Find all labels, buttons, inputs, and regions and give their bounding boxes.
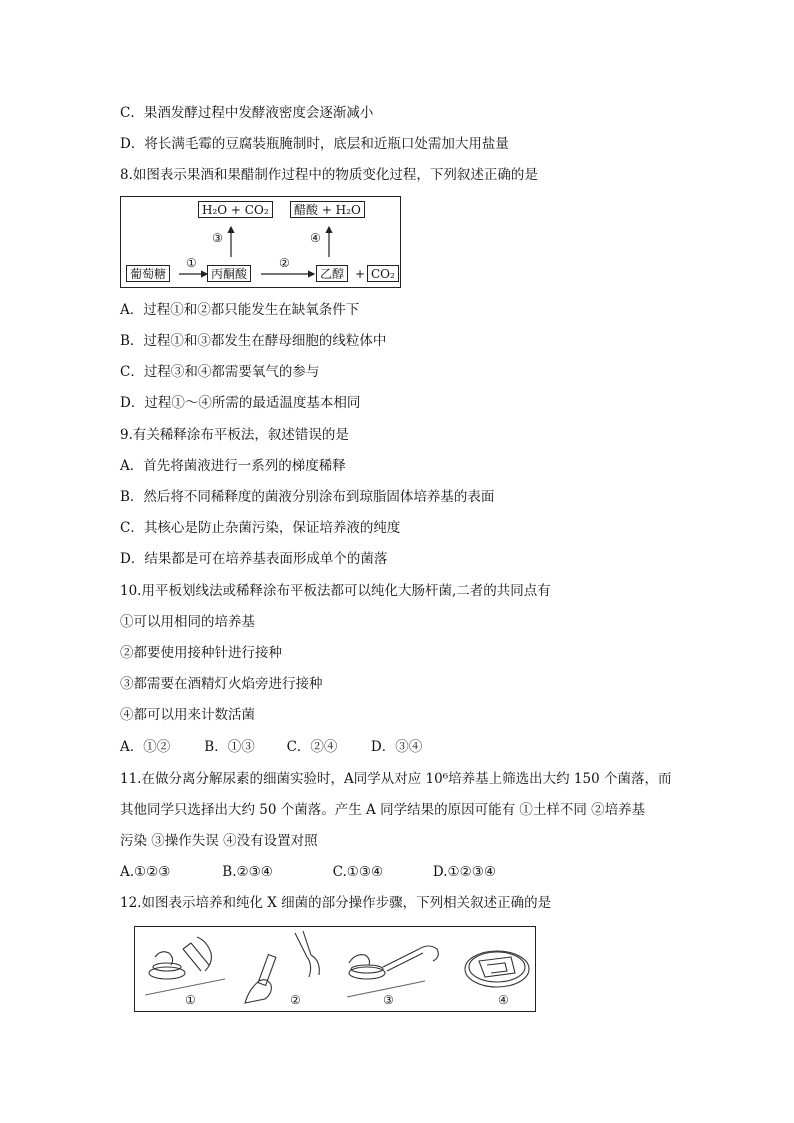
node-co2: CO₂ [367, 265, 399, 282]
q9-option-c: C．其核心是防止杂菌污染，保证培养液的纯度 [120, 520, 401, 536]
q8-option-d: D．过程①～④所需的最适温度基本相同 [120, 395, 361, 411]
q12-label-4: ④ [498, 993, 509, 1007]
label-step2: ② [279, 256, 290, 270]
q9-stem: 9.有关稀释涂布平板法，叙述错误的是 [120, 427, 349, 443]
q10-option-d: D．③④ [370, 739, 423, 755]
q8-stem: 8.如图表示果酒和果醋制作过程中的物质变化过程，下列叙述正确的是 [120, 167, 538, 183]
q11-stem-line-3: 污染 ③操作失误 ④没有设置对照 [120, 833, 318, 849]
q12-figure [134, 926, 536, 1012]
q8-diagram [120, 196, 401, 288]
q8-option-c: C．过程③和④都需要氧气的参与 [120, 364, 320, 380]
node-pyruvate: 丙酮酸 [207, 265, 251, 282]
node-glucose: 葡萄糖 [126, 265, 170, 282]
q11-option-d: D.①②③④ [432, 864, 496, 880]
q11-option-b: B.②③④ [222, 864, 273, 880]
q12-label-2: ② [290, 993, 301, 1007]
q8-option-b: B．过程①和③都发生在酵母细胞的线粒体中 [120, 333, 387, 349]
label-step4: ④ [310, 231, 321, 245]
q11-option-c: C.①③④ [332, 864, 384, 880]
q11-stem-line-2: 其他同学只选择出大约 50 个菌落。产生 A 同学结果的原因可能有 ①土样不同 ②培养基 [120, 802, 646, 818]
node-ethanol: 乙醇 [316, 265, 348, 282]
q11-option-a: A.①②③ [120, 864, 171, 880]
q10-option-b: B．①③ [204, 739, 255, 755]
q7-option-d: D．将长满毛霉的豆腐装瓶腌制时，底层和近瓶口处需加大用盐量 [120, 136, 509, 152]
q10-item-1: ①可以用相同的培养基 [120, 614, 255, 630]
q10-item-2: ②都要使用接种针进行接种 [120, 645, 282, 661]
q9-option-d: D．结果都是可在培养基表面形成单个的菌落 [120, 551, 388, 567]
q10-options [120, 738, 422, 756]
q11-stem-line-1: 11.在做分离分解尿素的细菌实验时，A同学从对应 10⁶培养基上筛选出大约 150 个菌落，而 [120, 771, 672, 787]
label-plus: + [355, 267, 366, 281]
q12-label-3: ③ [383, 993, 394, 1007]
q8-option-a: A．过程①和②都只能发生在缺氧条件下 [120, 302, 360, 318]
node-acetic-acid: 醋酸 + H₂O [290, 201, 365, 218]
q12-label-1: ① [185, 993, 196, 1007]
q11-options [120, 863, 496, 881]
label-step3: ③ [212, 231, 223, 245]
label-step1: ① [186, 256, 197, 270]
q10-item-4: ④都可以用来计数活菌 [120, 707, 255, 723]
q9-option-b: B．然后将不同稀释度的菌液分别涂布到琼脂固体培养基的表面 [120, 489, 495, 505]
q12-stem: 12.如图表示培养和纯化 X 细菌的部分操作步骤，下列相关叙述正确的是 [120, 895, 552, 911]
q9-option-a: A．首先将菌液进行一系列的梯度稀释 [120, 458, 346, 474]
node-h2o-co2: H₂O + CO₂ [198, 201, 273, 218]
q10-item-3: ③都需要在酒精灯火焰旁进行接种 [120, 676, 323, 692]
q10-option-c: C．②④ [286, 739, 338, 755]
q7-option-c: C．果酒发酵过程中发酵液密度会逐渐减小 [120, 105, 374, 121]
q10-stem: 10.用平板划线法或稀释涂布平板法都可以纯化大肠杆菌,二者的共同点有 [120, 583, 551, 599]
q10-option-a: A．①② [120, 739, 171, 755]
